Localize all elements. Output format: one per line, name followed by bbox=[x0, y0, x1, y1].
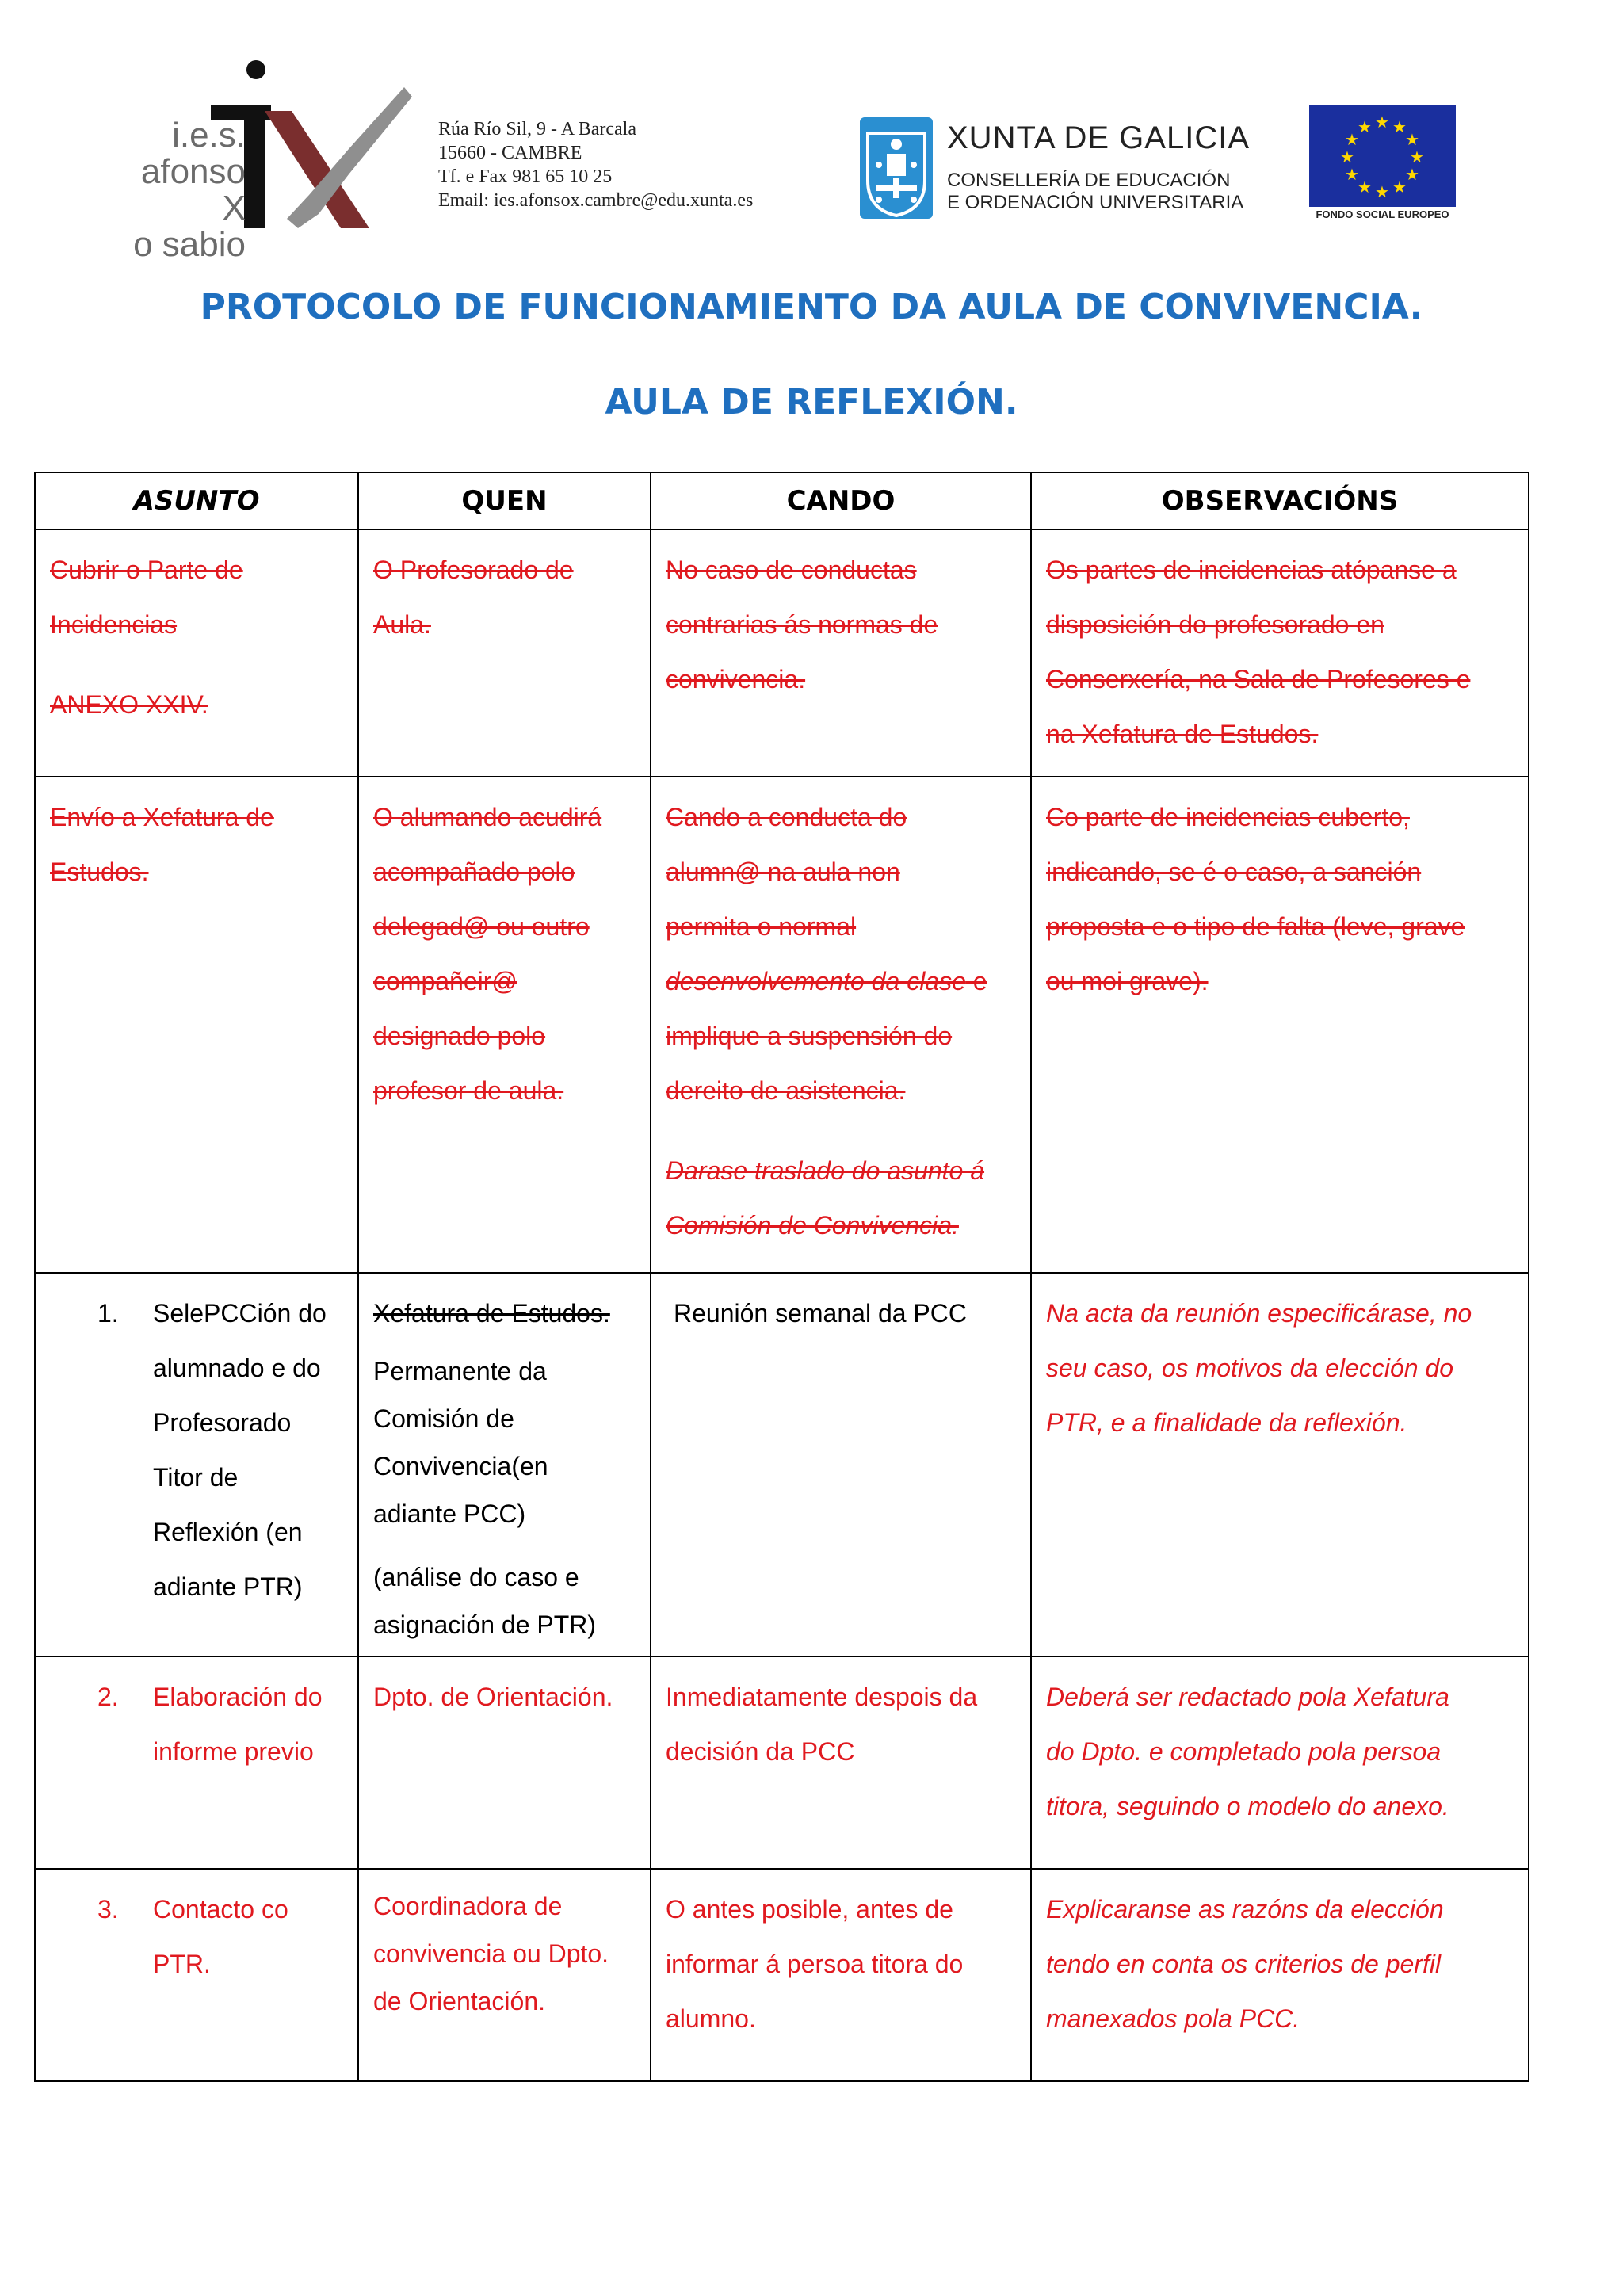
cell-line: profesor de aula. bbox=[373, 1076, 564, 1105]
numbered-item bbox=[50, 1286, 343, 1614]
annex-reference: ANEXO XXIV. bbox=[50, 690, 208, 719]
cell-asunto bbox=[35, 529, 358, 777]
cell-line: do Dpto. e completado pola persoa bbox=[1046, 1737, 1442, 1766]
cell-line: Darase traslado do asunto á bbox=[666, 1156, 985, 1185]
cell-quen bbox=[358, 1869, 651, 2081]
school-address bbox=[438, 117, 753, 212]
cell-line: convivencia. bbox=[666, 665, 806, 693]
cell-quen bbox=[358, 777, 651, 1273]
svg-text:★: ★ bbox=[1345, 130, 1359, 149]
cell-quen bbox=[358, 1656, 651, 1869]
cell-line: Envío a Xefatura de bbox=[50, 803, 274, 831]
cell-line: Permanente da bbox=[373, 1357, 547, 1385]
cell-line: contrarias ás normas de bbox=[666, 610, 938, 639]
cell-line: Profesorado bbox=[153, 1408, 292, 1437]
table-row bbox=[35, 529, 1529, 777]
svg-text:★: ★ bbox=[1410, 147, 1424, 166]
address-line: Rúa Río Sil, 9 - A Barcala bbox=[438, 119, 636, 139]
cell-line: alumn@ na aula non bbox=[666, 858, 900, 886]
galicia-shield-icon bbox=[860, 117, 933, 219]
eu-caption: FONDO SOCIAL EUROPEO bbox=[1316, 208, 1449, 220]
cell-cando bbox=[651, 1869, 1031, 2081]
cell-line: Incidencias bbox=[50, 610, 178, 639]
cell-line: Contacto co bbox=[153, 1895, 288, 1924]
email-line: Email: ies.afonsox.cambre@edu.xunta.es bbox=[438, 190, 754, 211]
italic-fragment: desenvolvemento da clase bbox=[666, 967, 966, 995]
cell-cando bbox=[651, 777, 1031, 1273]
cell-line: Inmediatamente despois da bbox=[666, 1683, 978, 1711]
cell-line: Cando a conducta do bbox=[666, 803, 907, 831]
svg-text:★: ★ bbox=[1358, 117, 1372, 136]
numbered-item bbox=[50, 1882, 343, 1992]
cell-line: permita o normal bbox=[666, 912, 857, 941]
cell-observacions bbox=[1031, 1869, 1529, 2081]
cell-line: indicando, se é o caso, a sanción bbox=[1046, 858, 1422, 886]
school-logo-text bbox=[111, 117, 246, 263]
cell-line: de Orientación. bbox=[373, 1987, 546, 2015]
phone-line: Tf. e Fax 981 65 10 25 bbox=[438, 166, 613, 187]
table-header-row bbox=[35, 472, 1529, 529]
cell-cando bbox=[651, 1273, 1031, 1656]
table-row bbox=[35, 1273, 1529, 1656]
table-row bbox=[35, 1656, 1529, 1869]
address-line: 15660 - CAMBRE bbox=[438, 143, 582, 163]
school-logo-line: o sabio bbox=[133, 225, 246, 264]
cell-line: O alumando acudirá bbox=[373, 803, 602, 831]
school-logo-line: afonso X bbox=[140, 152, 246, 227]
svg-text:★: ★ bbox=[1358, 178, 1372, 197]
eu-flag-icon bbox=[1309, 105, 1456, 207]
column-header-quen: QUEN bbox=[358, 472, 651, 529]
svg-text:★: ★ bbox=[1392, 178, 1407, 197]
cell-line: compañeir@ bbox=[373, 967, 517, 995]
cell-line: Estudos. bbox=[50, 858, 149, 886]
cell-line: asignación de PTR) bbox=[373, 1610, 597, 1639]
cell-asunto bbox=[35, 1273, 358, 1656]
cell-line: alumnado e do bbox=[153, 1354, 321, 1382]
cell-line: ou moi grave). bbox=[1046, 967, 1209, 995]
table-row bbox=[35, 777, 1529, 1273]
cell-observacions bbox=[1031, 1273, 1529, 1656]
cell-cando bbox=[651, 529, 1031, 777]
cell-line: Titor de bbox=[153, 1463, 239, 1492]
cell-line: Xefatura de Estudos. bbox=[373, 1299, 610, 1328]
cell-quen bbox=[358, 529, 651, 777]
cell-line: Coordinadora de bbox=[373, 1892, 563, 1920]
cell-line: Cubrir o Parte de bbox=[50, 556, 243, 584]
cell-observacions bbox=[1031, 777, 1529, 1273]
cell-cando bbox=[651, 1656, 1031, 1869]
cell-asunto bbox=[35, 1869, 358, 2081]
cell-line: PTR. bbox=[153, 1950, 211, 1978]
xunta-title: XUNTA DE GALICIA bbox=[947, 120, 1251, 155]
xunta-logo bbox=[860, 117, 1272, 220]
text-fragment: e bbox=[965, 967, 987, 995]
cell-line: O Profesorado de bbox=[373, 556, 574, 584]
cell-line: seu caso, os motivos da elección do bbox=[1046, 1354, 1454, 1382]
cell-line: Deberá ser redactado pola Xefatura bbox=[1046, 1683, 1449, 1711]
cell-line: titora, seguindo o modelo do anexo. bbox=[1046, 1792, 1449, 1820]
cell-line: Na acta da reunión especificárase, no bbox=[1046, 1299, 1472, 1328]
cell-line: na Xefatura de Estudos. bbox=[1046, 720, 1319, 748]
cell-line: adiante PCC) bbox=[373, 1499, 526, 1528]
cell-line: adiante PTR) bbox=[153, 1572, 303, 1601]
cell-line: alumno. bbox=[666, 2004, 756, 2033]
cell-quen bbox=[358, 1273, 651, 1656]
cell-line: convivencia ou Dpto. bbox=[373, 1939, 609, 1968]
cell-line: informar á persoa titora do bbox=[666, 1950, 964, 1978]
cell-line: acompañado polo bbox=[373, 858, 575, 886]
cell-line: delegad@ ou outro bbox=[373, 912, 590, 941]
numbered-item bbox=[50, 1670, 343, 1779]
cell-line: Reunión semanal da PCC bbox=[674, 1299, 967, 1328]
item-number: 1. bbox=[97, 1299, 119, 1328]
item-number: 3. bbox=[97, 1895, 119, 1924]
cell-line: Explicaranse as razóns da elección bbox=[1046, 1895, 1444, 1924]
cell-line: dereito de asistencia. bbox=[666, 1076, 906, 1105]
item-number: 2. bbox=[97, 1683, 119, 1711]
cell-line: SelePCCión do bbox=[153, 1299, 327, 1328]
column-header-observacions: OBSERVACIÓNS bbox=[1031, 472, 1529, 529]
xunta-department-line: CONSELLERÍA DE EDUCACIÓN bbox=[947, 170, 1231, 191]
cell-asunto bbox=[35, 777, 358, 1273]
protocol-table bbox=[34, 472, 1529, 2082]
cell-line: disposición do profesorado en bbox=[1046, 610, 1384, 639]
cell-line: Os partes de incidencias atópanse a bbox=[1046, 556, 1457, 584]
document-title: PROTOCOLO DE FUNCIONAMIENTO DA AULA DE CONVIVENCIA. bbox=[200, 287, 1423, 327]
cell-line: manexados pola PCC. bbox=[1046, 2004, 1300, 2033]
cell-line: PTR, e a finalidade da reflexión. bbox=[1046, 1408, 1407, 1437]
svg-text:★: ★ bbox=[1345, 165, 1359, 184]
cell-line: O antes posible, antes de bbox=[666, 1895, 953, 1924]
cell-line: Aula. bbox=[373, 610, 431, 639]
cell-line: decisión da PCC bbox=[666, 1737, 855, 1766]
cell-line: informe previo bbox=[153, 1737, 314, 1766]
svg-text:★: ★ bbox=[1375, 113, 1389, 132]
cell-asunto bbox=[35, 1656, 358, 1869]
column-header-cando: CANDO bbox=[651, 472, 1031, 529]
cell-line: Elaboración do bbox=[153, 1683, 323, 1711]
school-logo bbox=[111, 55, 420, 264]
cell-line: Dpto. de Orientación. bbox=[373, 1683, 613, 1711]
svg-text:★: ★ bbox=[1340, 147, 1354, 166]
svg-text:★: ★ bbox=[1375, 182, 1389, 201]
svg-text:★: ★ bbox=[1405, 165, 1419, 184]
cell-line: designado polo bbox=[373, 1022, 546, 1050]
svg-text:★: ★ bbox=[1392, 117, 1407, 136]
cell-line: Co parte de incidencias cuberto, bbox=[1046, 803, 1410, 831]
cell-line: (análise do caso e bbox=[373, 1563, 579, 1591]
xunta-department bbox=[947, 170, 1243, 214]
cell-observacions bbox=[1031, 1656, 1529, 1869]
xunta-department-line: E ORDENACIÓN UNIVERSITARIA bbox=[947, 192, 1244, 213]
eu-logo bbox=[1309, 105, 1456, 224]
cell-line: Comisión de Convivencia. bbox=[666, 1211, 959, 1240]
cell-line: Comisión de bbox=[373, 1404, 514, 1433]
cell-line bbox=[666, 954, 1016, 1009]
cell-line: implique a suspensión do bbox=[666, 1022, 953, 1050]
cell-line: Convivencia(en bbox=[373, 1452, 548, 1480]
table-row bbox=[35, 1869, 1529, 2081]
school-logo-line: i.e.s. bbox=[172, 116, 246, 155]
cell-line: tendo en conta os criterios de perfil bbox=[1046, 1950, 1442, 1978]
column-header-asunto: ASUNTO bbox=[35, 472, 358, 529]
cell-line: proposta e o tipo de falta (leve, grave bbox=[1046, 912, 1465, 941]
svg-text:★: ★ bbox=[1405, 130, 1419, 149]
cell-line: No caso de conductas bbox=[666, 556, 917, 584]
cell-line: Conserxería, na Sala de Profesores e bbox=[1046, 665, 1471, 693]
cell-observacions bbox=[1031, 529, 1529, 777]
letterhead bbox=[0, 0, 1623, 264]
document-subtitle: AULA DE REFLEXIÓN. bbox=[605, 382, 1018, 422]
cell-line: Reflexión (en bbox=[153, 1518, 303, 1546]
